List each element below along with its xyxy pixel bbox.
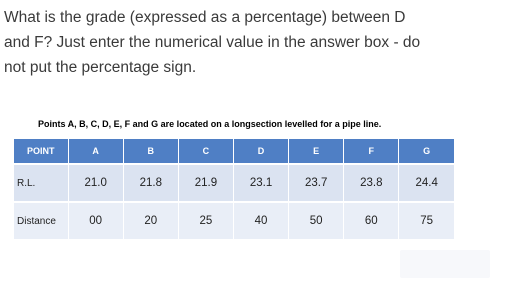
header-cell-d: D	[233, 139, 288, 164]
table-cell: 20	[123, 202, 178, 239]
table-cell: 23.1	[233, 164, 288, 202]
table-header-row	[14, 139, 454, 164]
table-cell: 23.7	[289, 164, 344, 202]
table-cell: 24.4	[399, 164, 454, 202]
question-line-2: and F? Just enter the numerical value in the answer box - do	[4, 34, 421, 51]
table-cell: 25	[178, 202, 233, 239]
faded-overlay-box	[400, 250, 490, 278]
longsection-figure	[14, 112, 454, 252]
header-cell-a: A	[68, 139, 123, 164]
header-cell-b: B	[123, 139, 178, 164]
question-line-3: not put the percentage sign.	[4, 59, 197, 76]
levels-table	[14, 139, 454, 239]
table-cell: 23.8	[344, 164, 399, 202]
table-cell: 75	[399, 202, 454, 239]
table-cell: 60	[344, 202, 399, 239]
header-cell-g: G	[399, 139, 454, 164]
header-cell-f: F	[344, 139, 399, 164]
table-cell: 00	[68, 202, 123, 239]
table-cell: 50	[289, 202, 344, 239]
header-cell-c: C	[178, 139, 233, 164]
row-label-rl: R.L.	[14, 164, 68, 202]
question-text	[4, 5, 504, 80]
table-row-distance	[14, 202, 454, 239]
header-cell-e: E	[289, 139, 344, 164]
row-label-distance: Distance	[14, 202, 68, 239]
header-cell-point: POINT	[14, 139, 68, 164]
table-cell: 40	[233, 202, 288, 239]
question-line-1: What is the grade (expressed as a percentage) between D	[4, 9, 406, 26]
table-row-rl	[14, 164, 454, 202]
table-cell: 21.0	[68, 164, 123, 202]
table-cell: 21.9	[178, 164, 233, 202]
table-cell: 21.8	[123, 164, 178, 202]
figure-caption: Points A, B, C, D, E, F and G are located on a longsection levelled for a pipe line.	[38, 119, 382, 129]
